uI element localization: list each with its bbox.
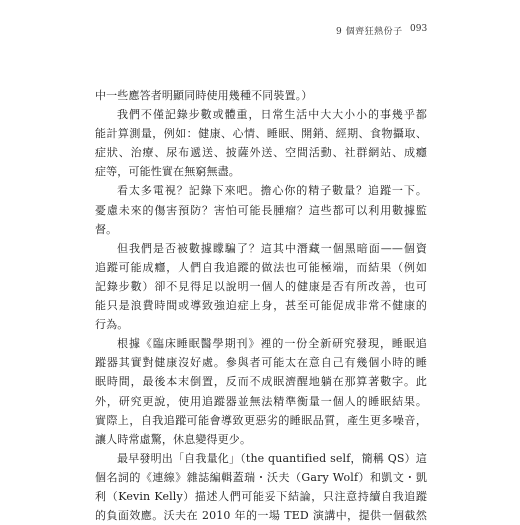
- text-line: 督。: [95, 222, 118, 236]
- text-line: 行為。: [95, 318, 129, 332]
- text-line: 讓人時常虛驚，休息變得更少。: [95, 432, 252, 446]
- text-line: 能只是浪費時間或導致強迫症上身，甚至可能促成非常不健康的: [95, 299, 427, 313]
- text-line: 個名詞的《連線》雜誌編輯蓋瑞・沃夫（Gary Wolf）和凱文・凱: [95, 470, 427, 484]
- page-number: 093: [410, 24, 428, 34]
- text-line: 症等，可能性實在無窮無盡。: [95, 165, 240, 179]
- text-line: 憂慮未來的傷害預防？害怕可能長腫瘤？這些都可以利用數據監: [95, 203, 427, 217]
- text-line: 但我們是否被數據矇騙了？這其中潛藏一個黑暗面——個資: [117, 241, 427, 255]
- body-text: [95, 86, 427, 525]
- text-line: 實際上，自我追蹤可能會導致更惡劣的睡眠品質，產生更多噪音，: [95, 413, 427, 427]
- text-line: 中一些應答者明顯同時使用幾種不同裝置。）: [95, 89, 313, 102]
- running-header: [0, 24, 520, 40]
- text-line: 的負面效應。沃夫在 2010 年的一場 TED 演講中，提供一個截然: [95, 509, 427, 523]
- chapter-title: 9 個齊狂熱份子: [336, 27, 403, 37]
- text-line: 根據《臨床睡眠醫學期刊》裡的一份全新研究發現，睡眠追: [117, 337, 427, 351]
- text-line: 利（Kevin Kelly）描述人們可能妥下結論，只注意持續自我追蹤: [95, 489, 427, 503]
- text-line: 我們不僅記錄步數或體重，日常生活中大大小小的事幾乎都: [117, 108, 427, 122]
- text-line: 追蹤可能成癮，人們自我追蹤的做法也可能極端，而結果（例如: [95, 260, 427, 274]
- text-line: 眠時間，最後本末倒置，反而不成眠濟醒地躺在那算著數字。此: [95, 375, 427, 389]
- text-line: 看太多電視？記錄下來吧。擔心你的精子數量？追蹤一下。: [117, 184, 427, 198]
- text-line: 能計算測量，例如：健康、心情、睡眠、開銷、經期、食物攝取、: [95, 127, 427, 141]
- text-line: 症狀、治療、尿布遞送、披薩外送、空間活動、社群網站、成癮: [95, 146, 427, 160]
- text-line: 外，研究更說，使用追蹤器並無法精準衡量一個人的睡眠結果。: [95, 394, 427, 408]
- text-line: 記錄步數）卻不見得足以說明一個人的健康是否有所改善，也可: [95, 279, 427, 293]
- text-line: 蹤器其實對健康沒好處。參與者可能太在意自己有幾個小時的睡: [95, 356, 427, 370]
- text-line: 最早發明出「自我量化」（the quantified self，簡稱 QS）這: [117, 451, 427, 465]
